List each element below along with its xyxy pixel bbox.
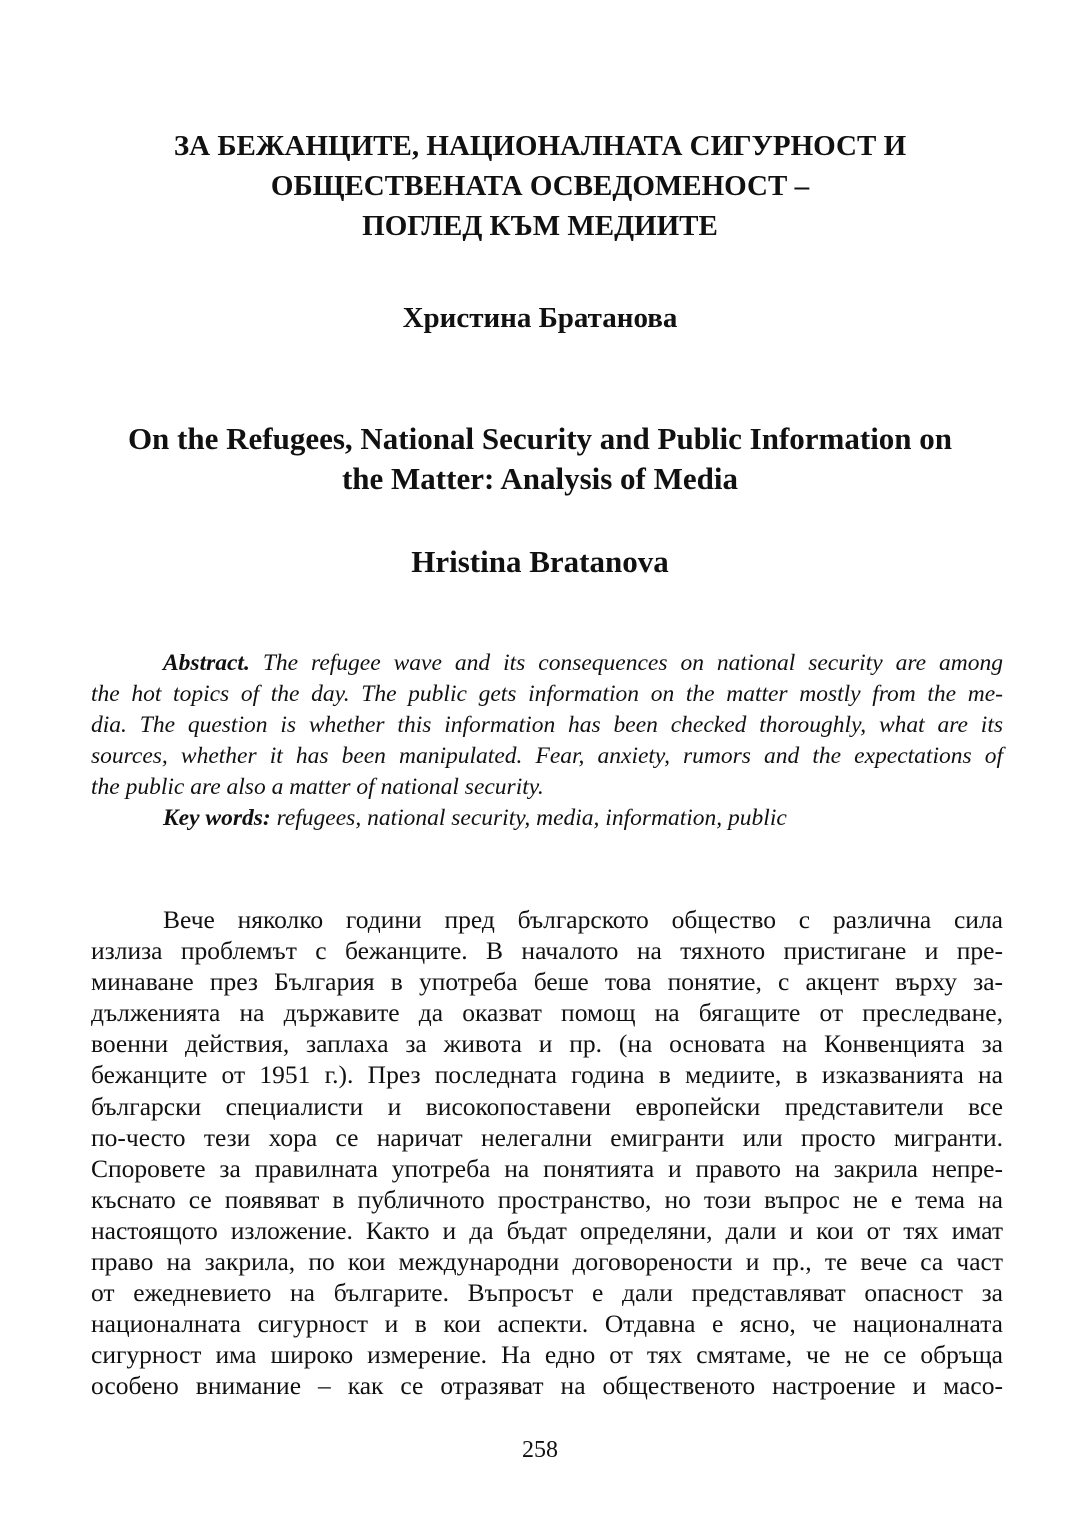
body-line: от ежедневието на българите. Въпросът е дали представляват опасност за	[91, 1278, 1003, 1308]
body-line: по-често тези хора се наричат нелегални емигранти или просто мигранти.	[91, 1122, 1003, 1152]
abstract-line	[91, 648, 1003, 679]
abstract	[91, 648, 1003, 834]
body-line: право на закрила, по кои международни договорености и пр., те вече са част	[91, 1247, 1003, 1277]
body-line: български специалисти и високопоставени европейски представители все	[91, 1091, 1003, 1121]
bulgarian-author: Христина Братанова	[402, 302, 678, 334]
keywords	[91, 803, 1003, 834]
body-line: бежанците от 1951 г.). През последната година в медиите, в изказванията на	[91, 1060, 1003, 1090]
body-line: националната сигурност и в кои аспекти. Отдавна е ясно, че националната	[91, 1309, 1003, 1339]
keywords-label: Key words:	[163, 805, 271, 831]
body-line: военни действия, заплаха за живота и пр. (на основата на Конвенцията за	[91, 1029, 1003, 1059]
abstract-line: the hot topics of the day. The public gets information on the matter mostly from the me-	[91, 681, 1003, 707]
abstract-line: dia. The question is whether this information has been checked thoroughly, what are its	[91, 712, 1003, 738]
body-line: Споровете за правилната употреба на понятията и правото на закрила непре-	[91, 1153, 1003, 1183]
bulgarian-title-line: ЗА БЕЖАНЦИТЕ, НАЦИОНАЛНАТА СИГУРНОСТ И	[173, 130, 907, 162]
bulgarian-title-line: ПОГЛЕД КЪМ МЕДИИТЕ	[362, 210, 718, 242]
abstract-label: Abstract.	[163, 650, 250, 676]
body-line: излиза проблемът с бежанците. В началото на тяхното пристигане и пре-	[91, 936, 1003, 966]
bulgarian-title	[60, 126, 1020, 246]
body-line: къснато се появяват в публичното пространство, но този въпрос не е тема на	[91, 1184, 1003, 1214]
abstract-line: sources, whether it has been manipulated. Fear, anxiety, rumors and the expectations of	[91, 743, 1003, 769]
page-number: 258	[522, 1437, 558, 1463]
english-author: Hristina Bratanova	[411, 544, 669, 579]
english-title-line: the Matter: Analysis of Media	[341, 461, 739, 496]
bulgarian-title-line: ОБЩЕСТВЕНАТА ОСВЕДОМЕНОСТ –	[270, 170, 810, 202]
body-line: особено внимание – как се отразяват на общественото настроение и масо-	[91, 1371, 1003, 1401]
abstract-line: the public are also a matter of national security.	[91, 774, 544, 800]
body-line: минаване през България в употреба беше това понятие, с акцент върху за-	[91, 967, 1003, 997]
body-line: настоящото изложение. Както и да бъдат определяни, дали и кои от тях имат	[91, 1215, 1003, 1245]
body-line: дълженията на държавите да оказват помощ на бягащите от преследване,	[91, 998, 1003, 1028]
english-title-line: On the Refugees, National Security and Public Information on	[127, 421, 953, 456]
body-line: сигурност има широко измерение. На едно от тях смятаме, че не се обръща	[91, 1340, 1003, 1370]
keywords-text: refugees, national security, media, information, public	[276, 805, 787, 831]
abstract-text: The refugee wave and its consequences on national security are among	[262, 650, 1003, 676]
body-text	[91, 904, 1003, 1402]
english-title	[60, 419, 1020, 499]
body-line: Вече няколко години пред българското общество с различна сила	[163, 905, 1003, 934]
